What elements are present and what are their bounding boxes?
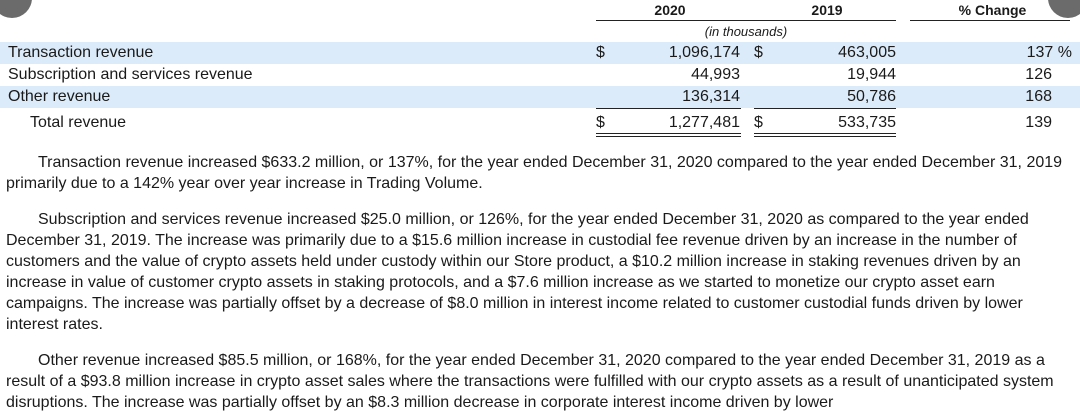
paragraph-text: Subscription and services revenue increased $25.0 million, or 126%, for the year ended December 31, 2020 as compared to the year ended December 31, 2019. The increase was primarily due to a $15.6 million increase in custodial fee revenue driven by an increase in the number of customers and the value of crypto assets held under custody within our Store product, a $10.2 million increase in staking revenues driven by an increase in value of customer crypto assets in staking protocols, and a $7.6 million increase as we started to monetize our crypto asset earn campaigns. The increase was partially offset by a decrease of $8.0 million in interest income related to customer custodial funds driven by lower interest rates. <box>6 211 1029 333</box>
dollar-sign-2020: $ <box>596 114 605 131</box>
pct-change: 168 <box>1025 88 1052 105</box>
dollar-sign-2019: $ <box>754 44 763 61</box>
header-2019: 2019 <box>811 2 843 18</box>
header-underline-pct <box>910 20 1070 21</box>
table-row <box>0 64 1080 86</box>
table-row <box>0 42 1080 64</box>
value-2019: 19,944 <box>847 66 896 83</box>
value-2019: 50,786 <box>847 88 896 105</box>
header-pct-change: % Change <box>958 2 1027 18</box>
paragraph-text: Other revenue increased $85.5 million, or 168%, for the year ended December 31, 2020 compared to the year ended December 31, 2019 as a result of a $93.8 million increase in crypto asset sales where the transactions were fulfilled with our crypto assets as a result of unanticipated system disruptions. The increase was partially offset by an $8.3 million decrease in corporate interest income driven by lower <box>6 352 1054 411</box>
paragraph-text: Transaction revenue increased $633.2 million, or 137%, for the year ended December 31, 2020 compared to the year ended December 31, 2019 primarily due to a 142% year over year increase in Trading Volume. <box>6 154 1063 192</box>
table-row-total <box>0 112 1080 134</box>
subtotal-rule-2020 <box>596 108 741 109</box>
pct-change: 126 <box>1025 66 1052 83</box>
pct-change: 139 <box>1025 114 1052 131</box>
pct-change: 137 % <box>1026 44 1072 61</box>
value-2019: 533,735 <box>838 114 896 131</box>
paragraph-subscription-revenue <box>6 209 1076 335</box>
header-2020: 2020 <box>654 2 686 18</box>
value-2020: 1,096,174 <box>668 44 740 61</box>
value-2020: 1,277,481 <box>668 114 740 131</box>
value-2020: 44,993 <box>691 66 740 83</box>
row-label: Total revenue <box>30 114 127 131</box>
total-rule-2019-b <box>754 136 896 137</box>
row-label: Subscription and services revenue <box>8 66 253 83</box>
total-rule-2019-a <box>754 133 896 134</box>
paragraph-transaction-revenue <box>6 152 1076 194</box>
value-2020: 136,314 <box>682 88 740 105</box>
total-rule-2020-b <box>596 136 741 137</box>
row-label: Other revenue <box>8 88 111 105</box>
value-2019: 463,005 <box>838 44 896 61</box>
revenue-table <box>0 0 1080 140</box>
subtotal-rule-2019 <box>754 108 896 109</box>
units-note: (in thousands) <box>704 24 788 39</box>
row-label: Transaction revenue <box>8 44 154 61</box>
dollar-sign-2019: $ <box>754 114 763 131</box>
paragraph-other-revenue <box>6 350 1076 413</box>
dollar-sign-2020: $ <box>596 44 605 61</box>
table-row <box>0 86 1080 108</box>
total-rule-2020-a <box>596 133 741 134</box>
header-underline-years <box>596 20 896 21</box>
